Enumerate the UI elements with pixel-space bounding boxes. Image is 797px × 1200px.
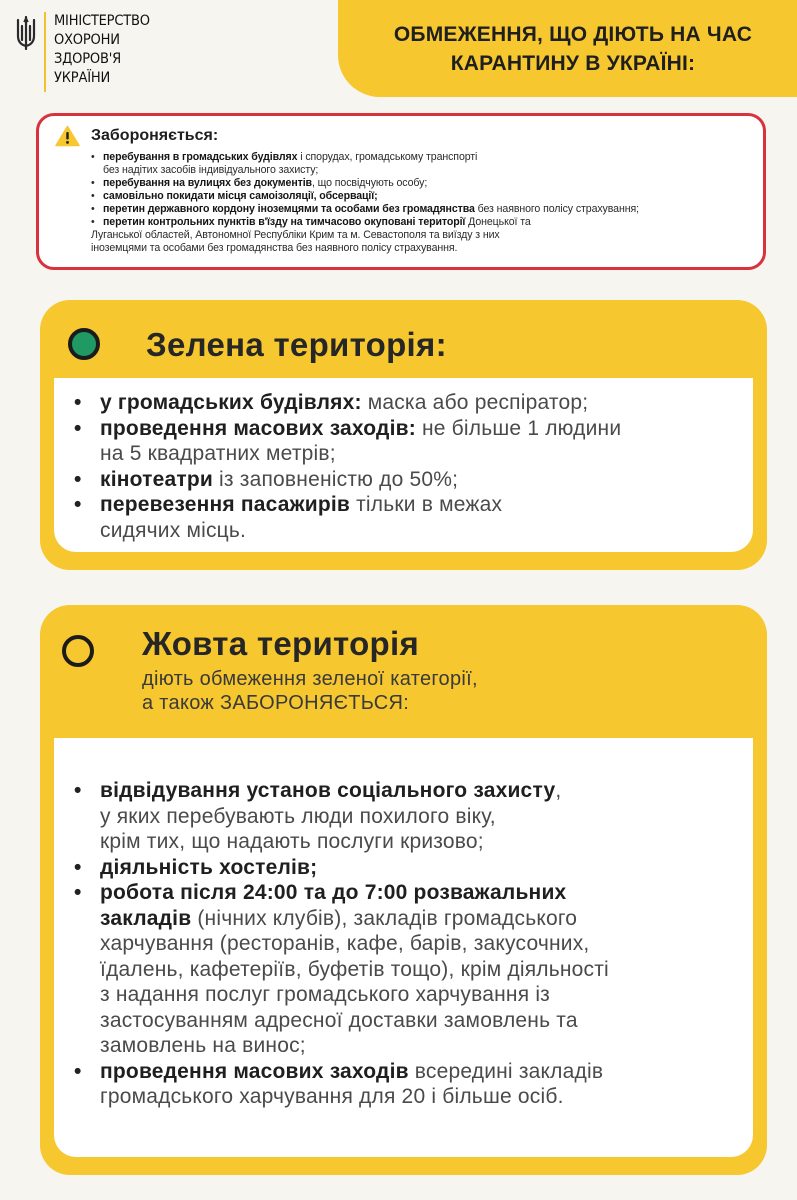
list-item: • робота після 24:00 та до 7:00 розважальних закладів (нічних клубів), закладів громадського харчування (ресторанів, кафе, барів, закусочних, їдалень, кафетеріїв, буфетів тощо), крім діяльності з надання послуг громадського харчування із застосуванням адресної доставки замовлень та замовлень на винос; xyxy=(74,880,744,1059)
page-title-line: ОБМЕЖЕННЯ, ЩО ДІЮТЬ НА ЧАС xyxy=(393,22,753,46)
list-item: • перевезення пасажирів тільки в межах сидячих місць. xyxy=(74,492,734,543)
prohibited-title: Забороняється: xyxy=(91,127,219,144)
prohibited-header xyxy=(55,125,749,147)
page-title-line: КАРАНТИНУ В УКРАЇНІ: xyxy=(450,51,696,75)
list-item: • перебування на вулицях без документів, що посвідчують особу; xyxy=(91,177,749,190)
ministry-line: ЗДОРОВ'Я xyxy=(54,51,121,67)
list-item: • проведення масових заходів всередині закладів громадського харчування для 20 і більше осіб. xyxy=(74,1059,744,1110)
ministry-line: МІНІСТЕРСТВО xyxy=(54,13,150,29)
page-header xyxy=(0,0,797,100)
prohibited-list xyxy=(55,151,749,255)
green-territory-card xyxy=(40,300,767,570)
list-item: • діяльність хостелів; xyxy=(74,855,744,881)
yellow-territory-title: Жовта територія xyxy=(142,625,420,662)
warning-triangle-icon xyxy=(55,125,80,147)
yellow-territory-list xyxy=(74,778,744,1110)
yellow-territory-subtitle xyxy=(142,667,478,715)
list-item: • проведення масових заходів: не більше 1 людини на 5 квадратних метрів; xyxy=(74,416,734,467)
yellow-territory-card xyxy=(40,605,767,1175)
ministry-logo xyxy=(14,12,150,92)
green-territory-title: Зелена територія: xyxy=(146,326,447,363)
ministry-divider xyxy=(44,12,46,92)
list-item: • відвідування установ соціального захисту, у яких перебувають люди похилого віку, крім тих, що надають послуги кризово; xyxy=(74,778,744,855)
list-item: • у громадських будівлях: маска або респіратор; xyxy=(74,390,734,416)
list-item: • перетин державного кордону іноземцями та особами без громадянства без наявного полісу страхування; xyxy=(91,203,749,216)
list-item: • перебування в громадських будівлях і спорудах, громадському транспорті без надітих засобів індивідуального захисту; xyxy=(91,151,749,177)
yellow-circle-icon xyxy=(62,635,94,667)
subtitle-line: діють обмеження зеленої категорії, xyxy=(142,668,478,690)
green-territory-panel xyxy=(54,378,753,552)
ministry-line: ОХОРОНИ xyxy=(54,32,120,48)
ministry-line: УКРАЇНИ xyxy=(54,70,111,86)
page-title-banner xyxy=(338,0,797,97)
trident-emblem-icon xyxy=(14,16,38,50)
subtitle-line: а також ЗАБОРОНЯЄТЬСЯ: xyxy=(142,692,410,714)
ministry-name xyxy=(54,12,150,88)
list-item: • перетин контрольних пунктів в'їзду на тимчасово окуповані території Донецької та Луганської областей, Автономної Республіки Крим та м. Севастополя та виїзду з них іноземцями та особами без громадянства без наявного полісу страхування. xyxy=(91,216,749,255)
prohibited-box xyxy=(36,113,766,270)
green-territory-list xyxy=(74,390,734,543)
list-item: • кінотеатри із заповненістю до 50%; xyxy=(74,467,734,493)
green-circle-icon xyxy=(68,328,100,360)
yellow-territory-panel xyxy=(54,738,753,1157)
list-item: • самовільно покидати місця самоізоляції, обсервації; xyxy=(91,190,749,203)
